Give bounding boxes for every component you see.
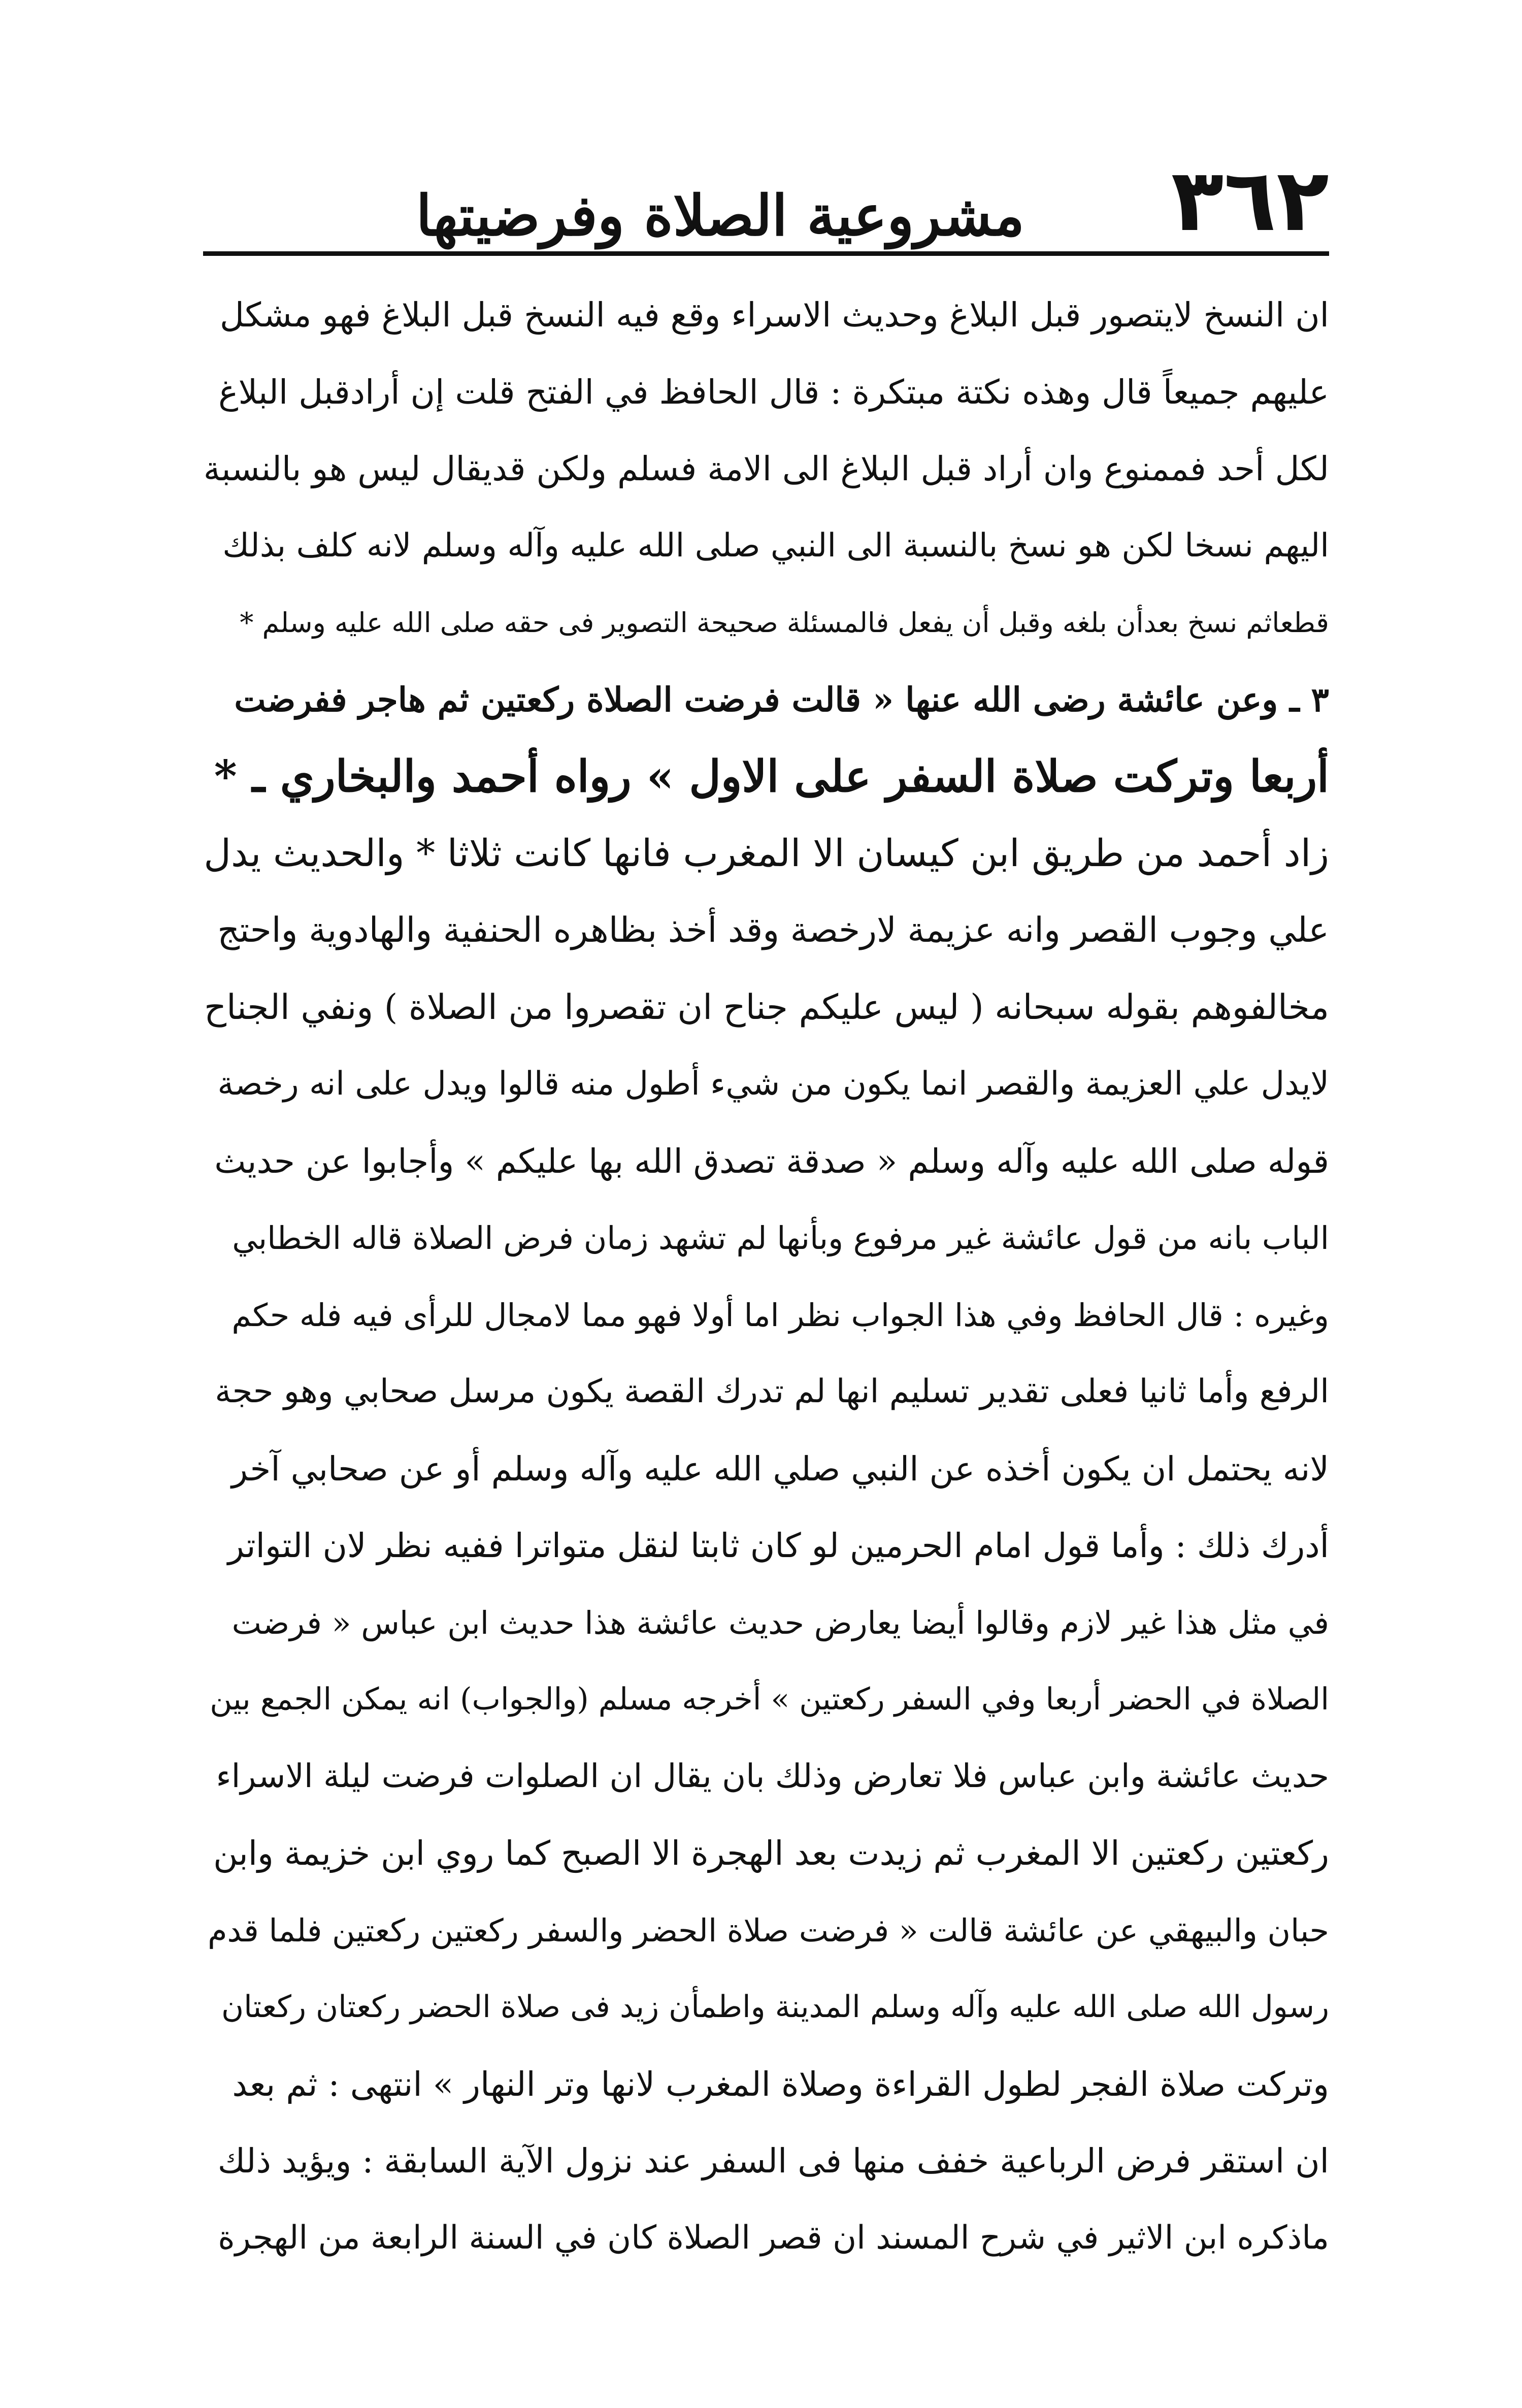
text-line: وغيره : قال الحافظ وفي هذا الجواب نظر اما أولا فهو مما لامجال للرأى فيه فله حكم xyxy=(231,1296,1329,1334)
text-line: ان النسخ لايتصور قبل البلاغ وحديث الاسراء وقع فيه النسخ قبل البلاغ فهو مشكل xyxy=(219,295,1329,335)
page-number: ٣٦٢ xyxy=(1171,150,1329,251)
text-line: ركعتين ركعتين الا المغرب ثم زيدت بعد الهجرة الا الصبح كما روي ابن خزيمة وابن xyxy=(213,1834,1329,1873)
text-line: حديث عائشة وابن عباس فلا تعارض وذلك بان يقال ان الصلوات فرضت ليلة الاسراء xyxy=(216,1757,1329,1795)
body-text xyxy=(203,277,1329,2347)
text-line: لانه يحتمل ان يكون أخذه عن النبي صلي الله عليه وآله وسلم أو عن صحابي آخر xyxy=(231,1449,1329,1489)
text-line: ماذكره ابن الاثير في شرح المسند ان قصر الصلاة كان في السنة الرابعة من الهجرة xyxy=(218,2219,1329,2257)
text-line: مخالفوهم بقوله سبحانه ( ليس عليكم جناح ان تقصروا من الصلاة ) ونفي الجناح xyxy=(204,987,1329,1028)
text-line: وتركت صلاة الفجر لطول القراءة وصلاة المغرب لانها وتر النهار » انتهى : ثم بعد xyxy=(232,2064,1329,2104)
text-line: أدرك ذلك : وأما قول امام الحرمين لو كان ثابتا لنقل متواترا ففيه نظر لان التواتر xyxy=(227,1526,1329,1565)
text-line: اليهم نسخا لكن هو نسخ بالنسبة الى النبي صلى الله عليه وآله وسلم لانه كلف بذلك xyxy=(222,526,1329,565)
running-title: مشروعية الصلاة وفرضيتها xyxy=(416,183,1024,248)
page-header xyxy=(203,152,1329,254)
text-line: الباب بانه من قول عائشة غير مرفوع وبأنها لم تشهد زمان فرض الصلاة قاله الخطابي xyxy=(232,1219,1329,1257)
text-line: في مثل هذا غير لازم وقالوا أيضا يعارض حديث عائشة هذا حديث ابن عباس « فرضت xyxy=(231,1604,1329,1641)
text-line: لايدل علي العزيمة والقصر انما يكون من شيء أطول منه قالوا ويدل على انه رخصة xyxy=(217,1065,1329,1103)
header-rule xyxy=(203,251,1329,256)
text-line: زاد أحمد من طريق ابن كيسان الا المغرب فانها كانت ثلاثا * والحديث يدل xyxy=(204,831,1329,875)
text-line: الصلاة في الحضر أربعا وفي السفر ركعتين » أخرجه مسلم (والجواب) انه يمكن الجمع بين xyxy=(210,1681,1329,1717)
hadith-heading-line: أربعا وتركت صلاة السفر على الاول » رواه أحمد والبخاري ـ * xyxy=(214,751,1329,802)
text-line: الرفع وأما ثانيا فعلى تقدير تسليم انها لم تدرك القصة يكون مرسل صحابي وهو حجة xyxy=(215,1373,1329,1410)
text-line: رسول الله صلى الله عليه وآله وسلم المدينة واطمأن زيد فى صلاة الحضر ركعتان ركعتان xyxy=(221,1989,1329,2025)
text-line: قطعاثم نسخ بعدأن بلغه وقبل أن يفعل فالمسئلة صحيحة التصوير فى حقه صلى الله عليه وسلم * xyxy=(240,607,1329,639)
text-line: قوله صلى الله عليه وآله وسلم « صدقة تصدق الله بها عليكم » وأجابوا عن حديث xyxy=(214,1141,1329,1181)
text-line: علي وجوب القصر وانه عزيمة لارخصة وقد أخذ بظاهره الحنفية والهادوية واحتج xyxy=(217,910,1329,950)
text-line: عليهم جميعاً قال وهذه نكتة مبتكرة : قال الحافظ في الفتح قلت إن أرادقبل البلاغ xyxy=(218,372,1329,412)
text-line: حبان والبيهقي عن عائشة قالت « فرضت صلاة الحضر والسفر ركعتين ركعتين فلما قدم xyxy=(208,1911,1329,1949)
text-line: لكل أحد فممنوع وان أراد قبل البلاغ الى الامة فسلم ولكن قديقال ليس هو بالنسبة xyxy=(203,449,1329,488)
hadith-heading-line: ٣ ـ وعن عائشة رضى الله عنها « قالت فرضت الصلاة ركعتين ثم هاجر ففرضت xyxy=(234,679,1329,719)
text-line: ان استقر فرض الرباعية خفف منها فى السفر عند نزول الآية السابقة : ويؤيد ذلك xyxy=(217,2141,1329,2181)
